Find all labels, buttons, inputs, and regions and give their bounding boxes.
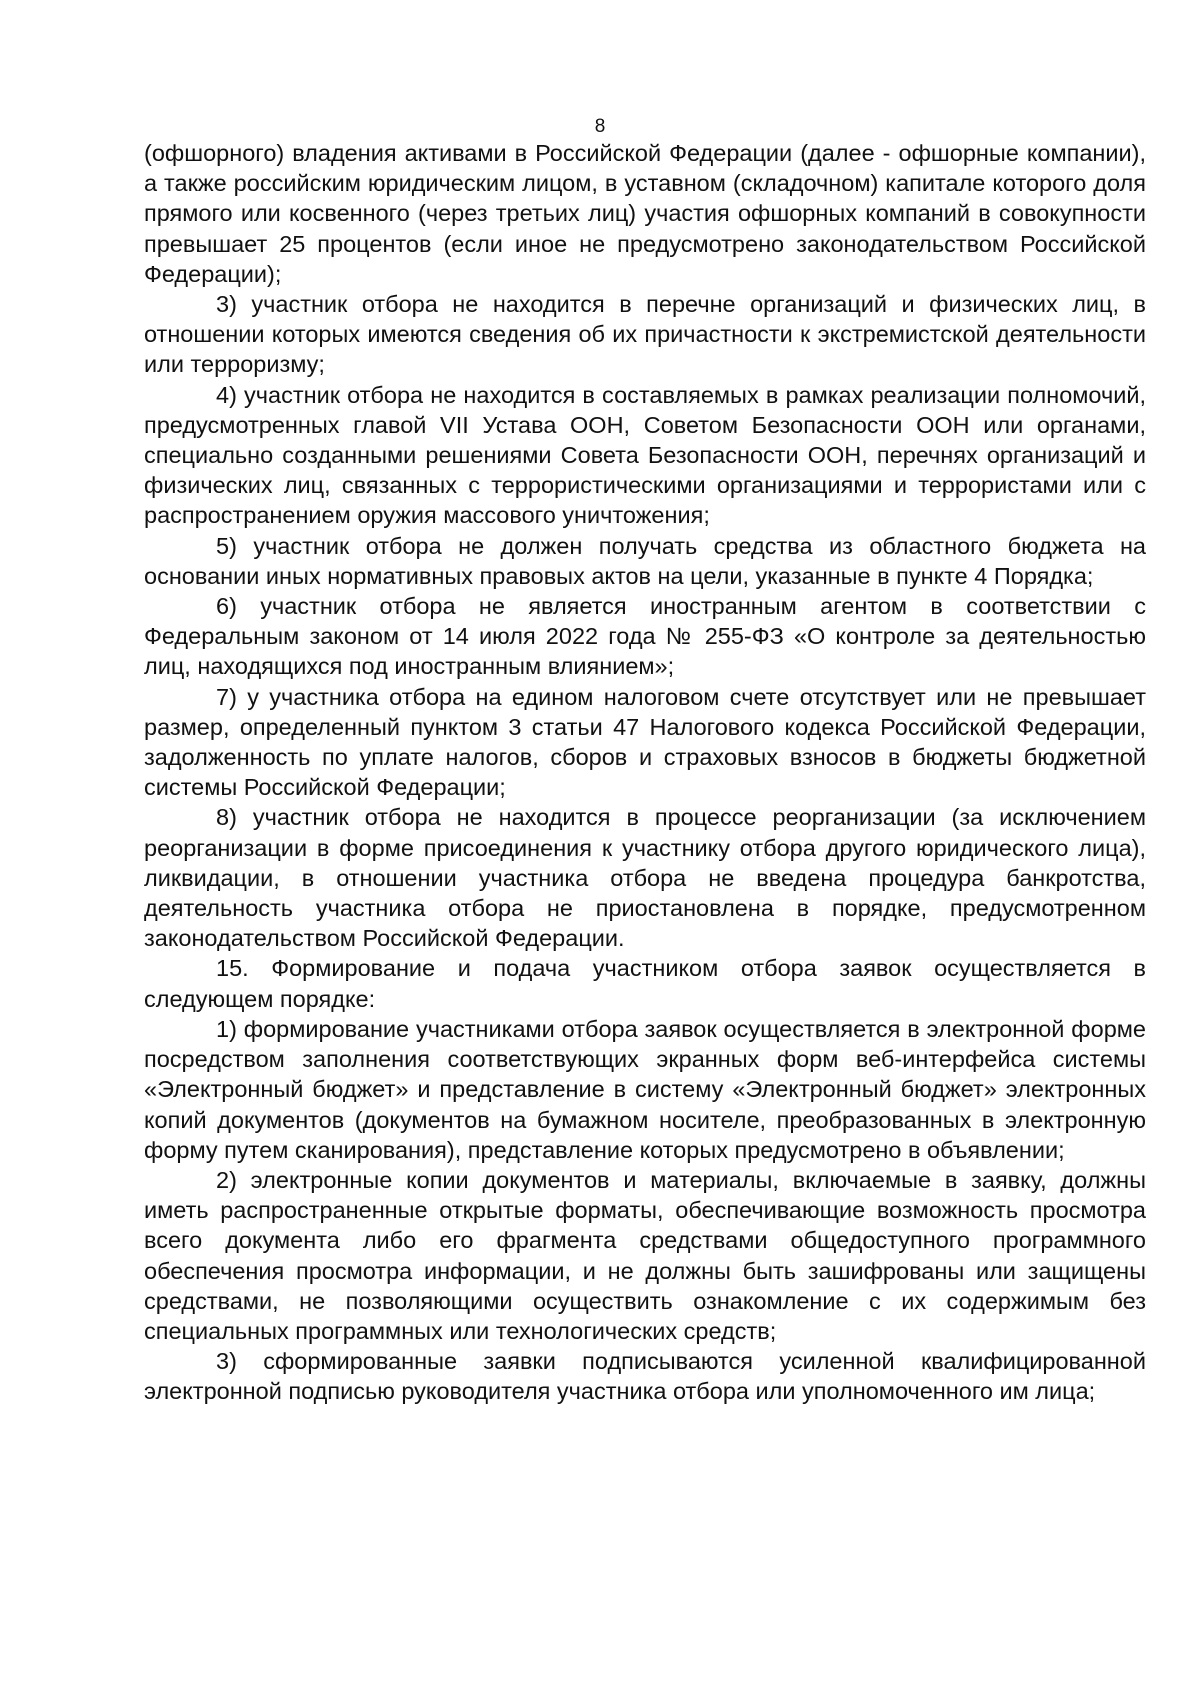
paragraph-item-5-budget-funds: 5) участник отбора не должен получать средства из областного бюджета на основании иных нормативных правовых актов на цели, указанные в пункте 4 Порядка; (144, 532, 1146, 589)
paragraph-15-item-1-forming: 1) формирование участниками отбора заявок осуществляется в электронной форме посредством заполнения соответствующих экранных форм веб-интерфейса системы «Электронный бюджет» и представление в систему «Электронный бюджет» электронных копий документов (документов на бумажном носителе, преобразованных в электронную форму путем сканирования), представление которых предусмотрено в объявлении; (144, 1015, 1146, 1163)
paragraph-item-4-un-lists: 4) участник отбора не находится в составляемых в рамках реализации полномочий, предусмотренных главой VII Устава ООН, Советом Безопасности ООН или органами, специально созданными решениями Совета Безопасности ООН, перечнях организаций и физических лиц, связанных с террористическими организациями и террористами или с распространением оружия массового уничтожения; (144, 381, 1146, 529)
paragraph-item-6-foreign-agent: 6) участник отбора не является иностранным агентом в соответствии с Федеральным законом от 14 июля 2022 года № 255-ФЗ «О контроле за деятельностью лиц, находящихся под иностранным влиянием»; (144, 593, 1146, 680)
document-body (144, 138, 1146, 1407)
paragraph-15-item-3-signature: 3) сформированные заявки подписываются усиленной квалифицированной электронной подписью руководителя участника отбора или уполномоченного им лица; (144, 1348, 1146, 1405)
paragraph-item-8-reorganization: 8) участник отбора не находится в процессе реорганизации (за исключением реорганизации в форме присоединения к участнику отбора другого юридического лица), ликвидации, в отношении участника отбора не введена процедура банкротства, деятельность участника отбора не приостановлена в порядке, предусмотренном законодательством Российской Федерации. (144, 804, 1146, 952)
paragraph-item-3-extremism: 3) участник отбора не находится в перечне организаций и физических лиц, в отношении которых имеются сведения об их причастности к экстремистской деятельности или терроризму; (144, 291, 1146, 378)
paragraph-15-item-2-electronic-copies: 2) электронные копии документов и материалы, включаемые в заявку, должны иметь распространенные открытые форматы, обеспечивающие возможность просмотра всего документа либо его фрагмента средствами общедоступного программного обеспечения просмотра информации, и не должны быть зашифрованы или защищены средствами, не позволяющими осуществить ознакомление с их содержимым без специальных программных или технологических средств; (144, 1166, 1146, 1344)
paragraph-section-15: 15. Формирование и подача участником отбора заявок осуществляется в следующем порядке: (144, 955, 1146, 1012)
paragraph-offshore-continuation: (офшорного) владения активами в Российской Федерации (далее - офшорные компании), а также российским юридическим лицом, в уставном (складочном) капитале которого доля прямого или косвенного (через третьих лиц) участия офшорных компаний в совокупности превышает 25 процентов (если иное не предусмотрено законодательством Российской Федерации); (144, 140, 1146, 287)
paragraph-item-7-tax-debt: 7) у участника отбора на едином налоговом счете отсутствует или не превышает размер, определенный пунктом 3 статьи 47 Налогового кодекса Российской Федерации, задолженность по уплате налогов, сборов и страховых взносов в бюджеты бюджетной системы Российской Федерации; (144, 683, 1146, 801)
page-number: 8 (594, 116, 606, 137)
